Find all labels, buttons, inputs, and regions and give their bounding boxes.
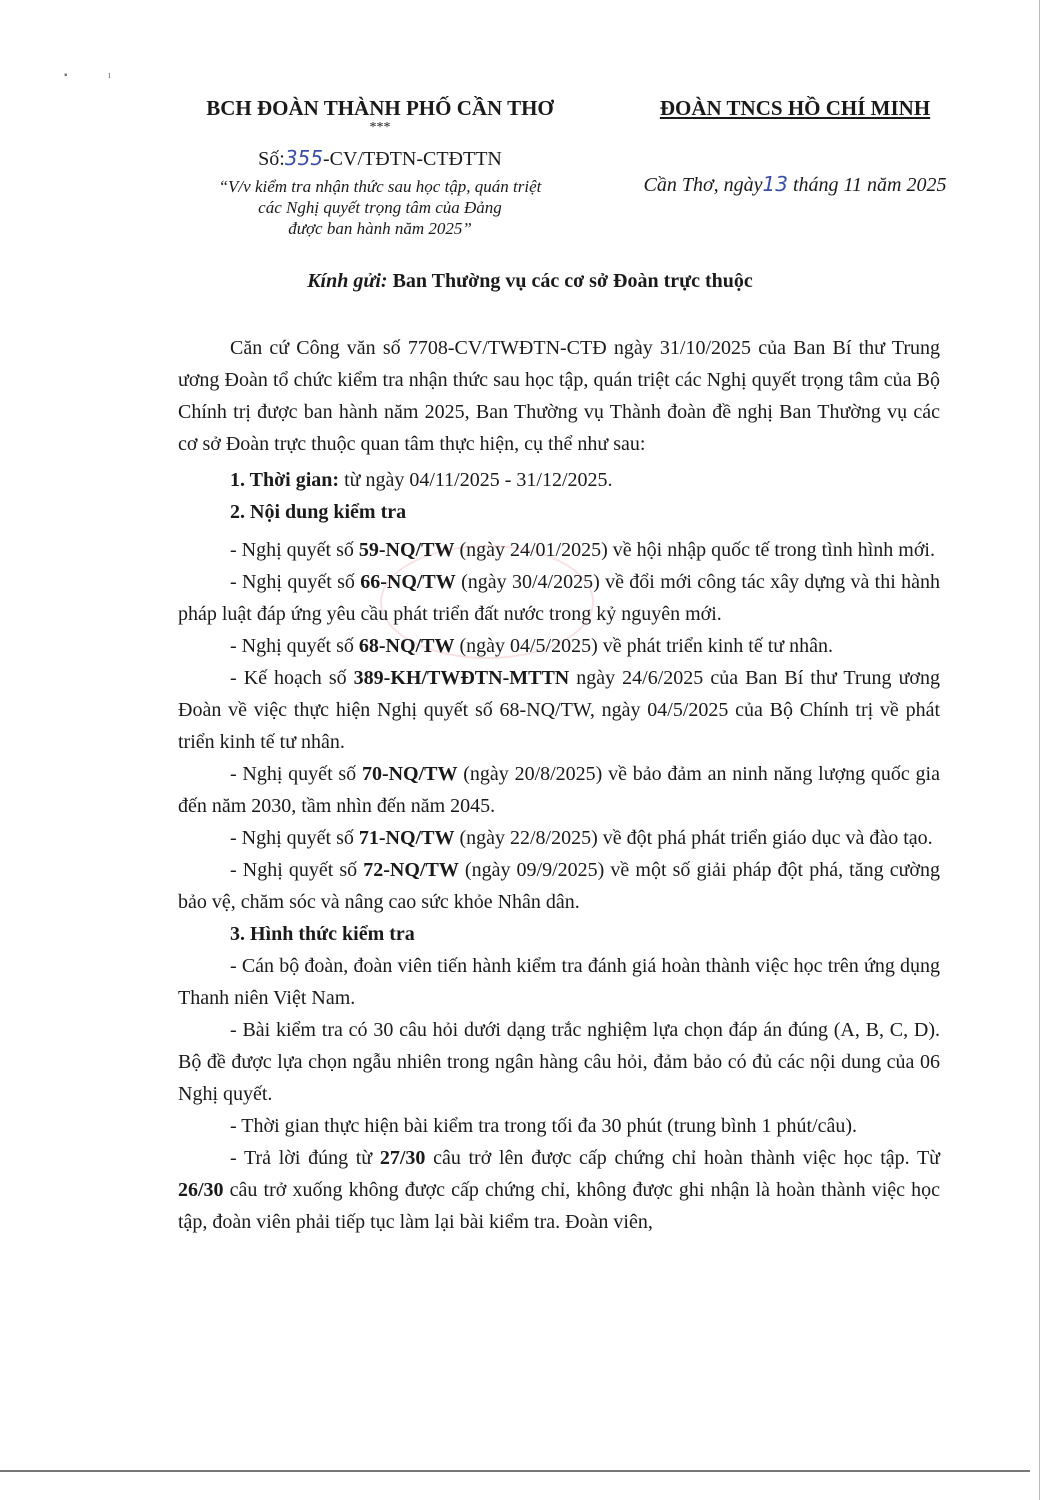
- content-item: [178, 662, 940, 758]
- paragraph-text: câu trở lên được cấp chứng chỉ hoàn thành việc học tập. Từ: [425, 1147, 940, 1169]
- item-code: 66-NQ/TW: [360, 571, 456, 593]
- item-code: 389-KH/TWĐTN-MTTN: [353, 667, 570, 689]
- paragraph-text: - Trả lời đúng từ: [230, 1147, 380, 1169]
- form-paragraph: - Cán bộ đoàn, đoàn viên tiến hành kiểm tra đánh giá hoàn thành việc học trên ứng dụng Thanh niên Việt Nam.: [178, 955, 940, 1009]
- scan-bottom-line: [0, 1470, 1030, 1472]
- intro-paragraph: Căn cứ Công văn số 7708-CV/TWĐTN-CTĐ ngày 31/10/2025 của Ban Bí thư Trung ương Đoàn tổ chức kiểm tra nhận thức sau học tập, quán triệt các Nghị quyết trọng tâm của Bộ Chính trị được ban hành năm 2025, Ban Thường vụ Thành đoàn đề nghị Ban Thường vụ các cơ sở Đoàn trực thuộc quan tâm thực hiện, cụ thể như sau:: [178, 337, 940, 455]
- item-text: (ngày 30/4/2025) về đổi mới công tác xây dựng và thi hành pháp luật đáp ứng yêu cầu phát triển đất nước trong kỷ nguyên mới.: [178, 571, 940, 625]
- item-text: - Nghị quyết số: [230, 859, 364, 881]
- recipient-label: Kính gửi:: [307, 270, 388, 292]
- subject-line: “V/v kiểm tra nhận thức sau học tập, quán triệt: [218, 177, 542, 196]
- score-threshold: 27/30: [379, 1147, 426, 1169]
- date-day-handwritten: 13: [762, 172, 788, 196]
- item-code: 59-NQ/TW: [358, 539, 455, 561]
- parent-organization: ĐOÀN TNCS HỒ CHÍ MINH: [659, 96, 931, 120]
- doc-number-suffix: -CV/TĐTN-CTĐTTN: [323, 148, 502, 170]
- document-number: [170, 145, 590, 172]
- recipient-value: Ban Thường vụ các cơ sở Đoàn trực thuộc: [392, 270, 753, 292]
- date-suffix: tháng 11 năm 2025: [792, 174, 947, 196]
- item-text: ngày 24/6/2025 của Ban Bí thư Trung ương Đoàn về việc thực hiện Nghị quyết số 68-NQ/TW, ngày 04/5/2025 của Bộ Chính trị về phát triển kinh tế tư nhân.: [178, 667, 940, 753]
- form-paragraph: [178, 1142, 940, 1238]
- header-left: [170, 95, 590, 239]
- content-item: [178, 822, 940, 854]
- scan-artifact-mark: ı: [108, 70, 111, 81]
- section-heading: 3. Hình thức kiểm tra: [230, 923, 415, 945]
- content-item: [178, 630, 940, 662]
- item-text: (ngày 04/5/2025) về phát triển kinh tế tư nhân.: [454, 635, 833, 657]
- item-text: - Kế hoạch số: [230, 667, 354, 689]
- item-code: 72-NQ/TW: [363, 859, 459, 881]
- content-item: [178, 758, 940, 822]
- form-paragraph: - Thời gian thực hiện bài kiểm tra trong tối đa 30 phút (trung bình 1 phút/câu).: [230, 1115, 858, 1137]
- score-threshold: 26/30: [178, 1179, 224, 1201]
- document-subject: [170, 176, 590, 239]
- form-paragraph: - Bài kiểm tra có 30 câu hỏi dưới dạng trắc nghiệm lựa chọn đáp án đúng (A, B, C, D). Bộ đề được lựa chọn ngẫu nhiên trong ngân hàng câu hỏi, đảm bảo có đủ các nội dung của 06 Nghị quyết.: [178, 1019, 940, 1105]
- header-right: [610, 95, 980, 198]
- subject-line: các Nghị quyết trọng tâm của Đảng: [258, 198, 502, 217]
- recipient-line: [0, 270, 1060, 293]
- content-item: [178, 854, 940, 918]
- item-code: 71-NQ/TW: [358, 827, 455, 849]
- item-text: - Nghị quyết số: [230, 539, 359, 561]
- item-text: - Nghị quyết số: [230, 571, 361, 593]
- subject-line: được ban hành năm 2025”: [288, 219, 472, 238]
- section-text: từ ngày 04/11/2025 - 31/12/2025.: [344, 469, 613, 491]
- item-text: (ngày 20/8/2025) về bảo đảm an ninh năng lượng quốc gia đến năm 2030, tầm nhìn đến năm 2045.: [178, 763, 940, 817]
- item-text: (ngày 24/01/2025) về hội nhập quốc tế trong tình hình mới.: [454, 539, 935, 561]
- content-item: [178, 566, 940, 630]
- item-text: (ngày 22/8/2025) về đột phá phát triển giáo dục và đào tạo.: [454, 827, 933, 849]
- section-heading: 1. Thời gian:: [230, 469, 340, 491]
- scan-edge-line: [1039, 0, 1040, 1500]
- separator-stars: ***: [369, 120, 391, 135]
- item-text: - Nghị quyết số: [230, 635, 359, 657]
- item-text: - Nghị quyết số: [230, 827, 359, 849]
- item-text: (ngày 09/9/2025) về một số giải pháp đột phá, tăng cường bảo vệ, chăm sóc và nâng cao sức khỏe Nhân dân.: [178, 859, 940, 913]
- doc-number-handwritten: 355: [284, 146, 323, 170]
- item-code: 68-NQ/TW: [358, 635, 455, 657]
- paragraph-text: câu trở xuống không được cấp chứng chỉ, không được ghi nhận là hoàn thành việc học tập, đoàn viên phải tiếp tục làm lại bài kiểm tra. Đoàn viên,: [178, 1179, 940, 1233]
- content-item: [178, 534, 940, 566]
- doc-number-prefix: Số:: [258, 148, 285, 170]
- place-date: [610, 171, 980, 198]
- issuing-organization: BCH ĐOÀN THÀNH PHỐ CẦN THƠ: [206, 96, 554, 120]
- item-code: 70-NQ/TW: [361, 763, 458, 785]
- section-time: [178, 464, 940, 496]
- date-prefix: Cần Thơ, ngày: [643, 174, 763, 196]
- section-heading: 2. Nội dung kiểm tra: [230, 501, 407, 523]
- item-text: - Nghị quyết số: [230, 763, 362, 785]
- scan-artifact-mark: ▪: [64, 70, 68, 81]
- document-body: [178, 332, 940, 1238]
